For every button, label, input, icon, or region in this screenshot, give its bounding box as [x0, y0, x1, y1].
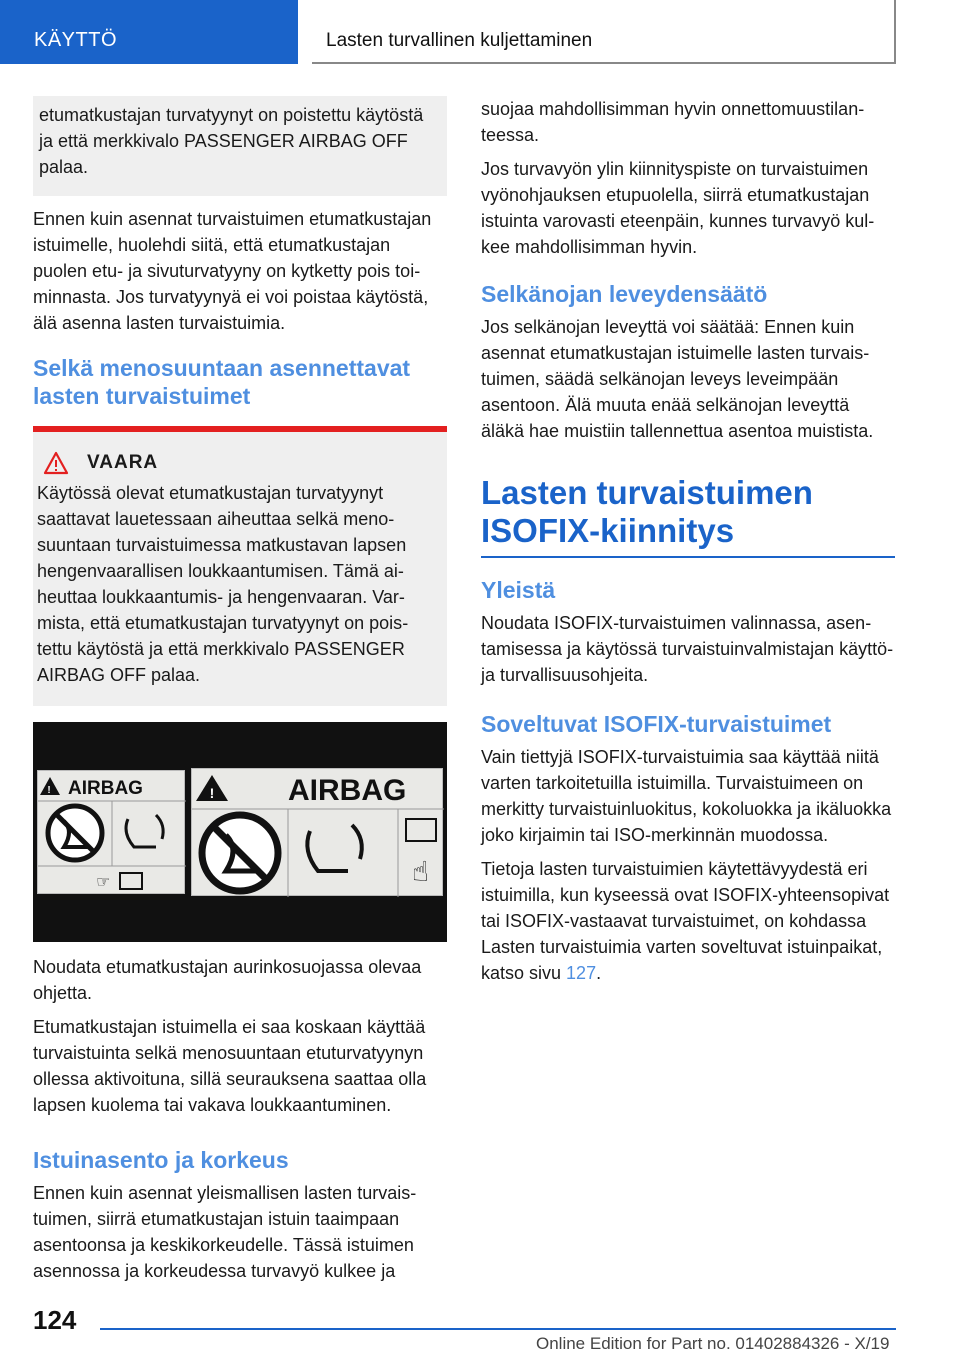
note-box: etumatkustajan turvatyynyt on poistettu käytöstä ja että merkkivalo PASSENGER AIRBAG OFF palaa.: [33, 96, 447, 196]
paragraph: Noudata etumatkustajan aurinkosuojassa olevaa ohjetta.: [33, 957, 422, 1003]
paragraph: Ennen kuin asennat turvaistuimen etumatkustajan istuimelle, huolehdi siitä, että etumatkustajan puolen etu- ja sivuturvatyyny on kytketty pois toiminnasta. Jos turvatyynyä ei voi poistaa käytöstä, älä asenna lasten turvaistuimia.: [33, 209, 432, 333]
paragraph-end: .: [596, 963, 602, 983]
warning-icon: [43, 451, 69, 475]
chapter-title: Lasten turvallinen kuljettaminen: [312, 0, 896, 64]
paragraph: Ennen kuin asennat yleismallisen lasten turvaistuimen, siirrä etumatkustajan istuin taaimpaan asentoonsa ja keskikorkeudelle. Tässä istuimen asennossa ja korkeudessa turvavyö kulkee ja: [33, 1183, 417, 1281]
danger-title: VAARA: [87, 452, 159, 473]
danger-header: [37, 450, 437, 476]
heading-backrest: Selkänojan leveydensäätö: [481, 281, 768, 307]
left-column: [33, 96, 447, 1292]
section-tab[interactable]: KÄYTTÖ: [0, 0, 298, 64]
paragraph-text: Tietoja lasten turvaistuimien käytettävyydestä eri istuimilla, kun kyseessä ovat ISOFIX-yhteensopivat tai ISOFIX-vastaavat turvaistuimet, on kohdassa Lasten turvaistuimia varten soveltuvat istuinpaikat, katso sivu: [481, 859, 890, 983]
danger-text: Käytössä olevat etumatkustajan turvatyynyt saattavat lauetessaan aiheuttaa selkä menosuuntaan turvaistuimessa matkustavan lapsen hengenvaarallisen loukkaantumisen. Tämä aiheuttaa loukkaantumis- ja hengenvaaran. Varmista, että etumatkustajan turvatyynyt on poistettu käytöstä ja että merkkivalo PASSENGER AIRBAG OFF palaa.: [37, 483, 409, 685]
heading-rear-facing: Selkä menosuuntaan asennettavat lasten turvaistuimet: [33, 355, 411, 409]
paragraph: Jos selkänojan leveyttä voi säätää: Ennen kuin asennat etumatkustajan istuimelle lasten turvaistuimen, säädä selkänojan leveys leveimpään asentoon. Älä muuta enää selkänojan leveyttä äläkä hae muistiin tallennettua asentoa muistista.: [481, 317, 874, 441]
paragraph: Jos turvavyön ylin kiinnityspiste on turvaistuimen vyönohjauksen etupuolella, siirrä etumatkustajan istuinta varovasti eteenpäin, kunnes turvavyö kulkee mahdollisimman hyvin.: [481, 159, 875, 257]
heading-seat-position: Istuinasento ja korkeus: [33, 1147, 289, 1173]
footer-divider: [100, 1328, 896, 1330]
right-column: [481, 96, 895, 994]
page-number: 124: [33, 1305, 77, 1335]
page-reference-link[interactable]: 127: [566, 963, 597, 983]
paragraph: suojaa mahdollisimman hyvin onnettomuustilanteessa.: [481, 99, 865, 145]
svg-text:!: !: [47, 785, 51, 796]
airbag-label-photo: [33, 722, 447, 942]
paragraph: Etumatkustajan istuimella ei saa koskaan käyttää turvaistuinta selkä menosuuntaan etuturvatyynyn ollessa aktivoituna, sillä seurauksena saattaa olla lapsen kuolema tai vakava loukkaantuminen.: [33, 1017, 427, 1115]
label-text: AIRBAG: [68, 778, 143, 799]
svg-text:☞: ☞: [96, 874, 111, 891]
paragraph-with-link: [481, 856, 895, 986]
heading-isofix: Lasten turvaistuimen ISOFIX-kiinnitys: [481, 474, 895, 558]
danger-box: [33, 426, 447, 706]
paragraph: Vain tiettyjä ISOFIX-turvaistuimia saa käyttää niitä varten tarkoitetuilla istuimilla. Turvaistuimeen on merkitty turvaistuinluokitus, kokoluokka ja ikäluokka joko kirjaimin tai ISO-merkinnän muodossa.: [481, 747, 892, 845]
heading-suitable-isofix: Soveltuvat ISOFIX-turvaistuimet: [481, 711, 832, 737]
svg-text:!: !: [209, 785, 215, 801]
paragraph: Noudata ISOFIX-turvaistuimen valinnassa, asentamisessa ja käytössä turvaistuinvalmistajan käyttö- ja turvallisuusohjeita.: [481, 613, 894, 685]
airbag-label-large: [191, 768, 443, 896]
heading-general: Yleistä: [481, 577, 556, 603]
edition-note: Online Edition for Part no. 01402884326 - X/19: [536, 1334, 890, 1353]
label-text: AIRBAG: [288, 774, 407, 807]
airbag-label-small: [37, 770, 185, 894]
svg-text:☝: ☝: [412, 856, 430, 887]
